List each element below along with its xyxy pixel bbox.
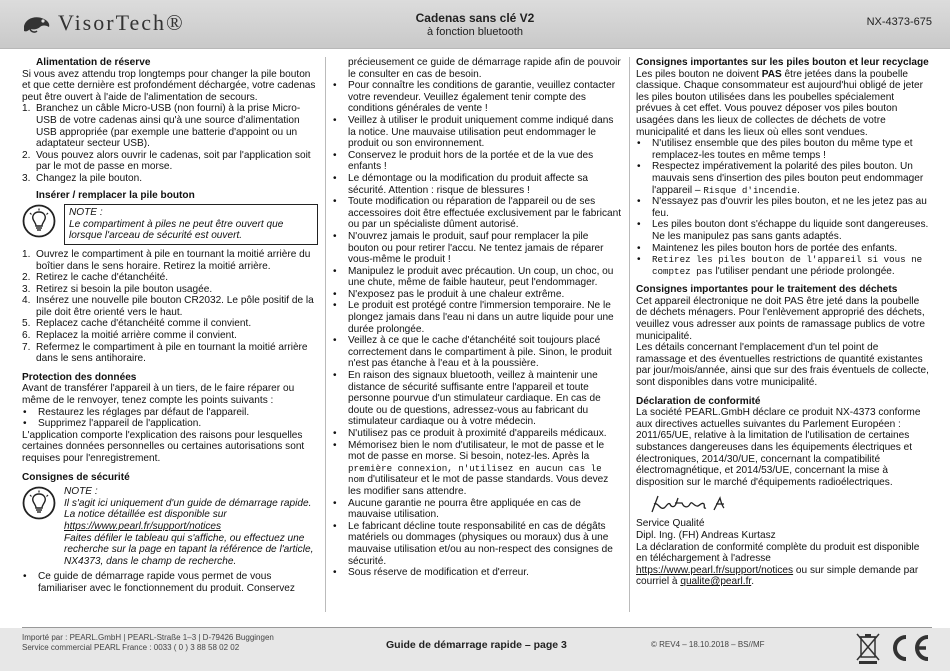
signatory-name: Dipl. Ing. (FH) Andreas Kurtasz (636, 529, 776, 541)
list-item: • Pour connaître les conditions de garantie, veuillez contacter votre revendeur. Veuillez également tenir compte des conditions générales de vente ! (333, 80, 616, 115)
power-steps (22, 103, 318, 184)
privacy-bullets (22, 407, 318, 430)
safety-bullets (22, 571, 318, 594)
waste-text: Les détails concernant l'emplacement d'un tel point de ramassage et des éventuelles restrictions de quantité existantes par jour/mois/année, ainsi que sur des frais éventuels de collecte, sont disponibles dans votre municipalité. (636, 342, 929, 389)
list-item: 4. Insérez une nouvelle pile bouton CR2032. Le pôle positif de la pile doit être orienté vers le haut. (22, 295, 314, 318)
list-item: • N'essayez pas d'ouvrir les piles bouton, et ne les jetez pas au feu. (637, 196, 927, 219)
privacy-intro: Avant de transférer l'appareil à un tiers, de le faire réparer ou même de le renvoyer, tenez compte les points suivants : (22, 383, 295, 407)
note-text (64, 486, 318, 567)
list-item: 2. Retirez le cache d'étanchéité. (22, 272, 169, 284)
list-item: • Veillez à ce que le cache d'étanchéité soit toujours placé correctement dans le compartiment à pile. Sinon, le produit n'est pas étanche à l'eau et à la poussière. (333, 335, 612, 370)
note-body: Le compartiment à piles ne peut être ouvert que lorsque l'arceau de sécurité est ouvert. (69, 218, 284, 242)
download-link[interactable]: https://www.pearl.fr/support/notices (636, 564, 794, 576)
list-item: 7. Refermez le compartiment à pile en tournant la moitié arrière dans le sens antihoraire. (22, 341, 308, 365)
column-3 (636, 57, 930, 588)
privacy-outro: L'application comporte l'explication des raisons pour lesquelles certaines données personnelles ou certaines autorisations sont requises pour l'enregistrement. (22, 429, 305, 464)
note-body: Faites défiler le tableau qui s'affiche, ou effectuez une recherche sur la page en tapant la référence de l'article, NX4373, dans le champ de recherche. (64, 532, 314, 567)
conformity-download: La déclaration de conformité complète du produit est disponible en téléchargement à l'adresse https://www.pearl.fr/support/notices ou sur simple demande par courriel à qualite@pearl.fr. (636, 541, 920, 588)
page-footer (0, 628, 950, 671)
page-label: Guide de démarrage rapide – page 3 (386, 639, 567, 651)
column-divider (325, 57, 326, 612)
list-item: 2. Vous pouvez alors ouvrir le cadenas, soit par l'application soit par le mot de passe en morse. (22, 149, 311, 173)
note-text (64, 204, 318, 245)
email-link[interactable]: qualite@pearl.fr (680, 576, 752, 588)
list-item: • Veillez à utiliser le produit uniquement comme indiqué dans la notice. Une mauvaise utilisation peut endommager le produit ou son environnement. (333, 114, 614, 150)
list-item: • Ce guide de démarrage rapide vous permet de vous familiariser avec le fonctionnement du produit. Conservez (23, 571, 295, 594)
note-body: Il s'agit ici uniquement d'un guide de démarrage rapide. La notice détaillée est disponible sur (64, 497, 312, 521)
section-title-privacy: Protection des données (22, 371, 137, 383)
safety-continued: précieusement ce guide de démarrage rapide afin de pouvoir le consulter en cas de besoin. (348, 57, 621, 80)
batteries-bullets (636, 138, 930, 277)
note-box (22, 486, 318, 567)
list-item: • Les piles bouton dont s'échappe du liquide sont dangereuses. Ne les manipulez pas sans gants adaptés. (637, 219, 929, 242)
waste-text: Cet appareil électronique ne doit PAS être jeté dans la poubelle de déchets ménagers. Pour l'enlèvement approprié des déchets, veuillez vous adresser aux points de ramassage publics de votre municipalité. (636, 295, 925, 342)
note-label: NOTE : (69, 207, 103, 219)
list-item: • Manipulez le produit avec précaution. Un coup, un choc, ou une chute, même de faible hauteur, peut l'endommager. (333, 265, 614, 289)
list-item: • N'utilisez pas ce produit à proximité d'appareils médicaux. (333, 428, 607, 439)
section-title-battery: Insérer / remplacer la pile bouton (36, 189, 195, 201)
list-item: 1. Ouvrez le compartiment à pile en tournant la moitié arrière du boîtier dans le sens horaire. Retirez la moitié arrière. (22, 248, 311, 272)
section-title-batteries: Consignes importantes sur les piles bouton et leur recyclage (636, 57, 929, 68)
manual-link[interactable]: https://www.pearl.fr/support/notices (64, 520, 222, 532)
signature-image (648, 492, 788, 518)
section-title-waste: Consignes importantes pour le traitement des déchets (636, 284, 898, 296)
document-title: Cadenas sans clé V2 (415, 11, 535, 25)
column-divider (629, 57, 630, 612)
batteries-intro: Les piles bouton ne doivent PAS être jetées dans la poubelle classique. Chaque consommateur est aujourd'hui obligé de jeter les piles bouton utilisées dans les poubelles spécialement prévues à cet effet. Vous pouvez déposer vos piles bouton usagées dans les lieux de collectes de déchets de votre municipalité et dans les lieux où elles sont vendues. (636, 68, 923, 138)
brand-name: VisorTech® (58, 10, 185, 35)
list-item: 1. Branchez un câble Micro-USB (non fourni) à la prise Micro-USB de votre cadenas ainsi qu'à une source d'alimentation USB appropriée (par exemple une batterie d'appoint ou un adaptateur secteur USB). (22, 103, 301, 150)
lightbulb-icon (22, 204, 56, 238)
column-1 (22, 57, 318, 595)
importer-address: Importé par : PEARL.GmbH | PEARL-Straße 1–3 | D-79426 Buggingen (22, 633, 274, 642)
ce-mark-icon (886, 633, 932, 663)
revision-info: © REV4 – 18.10.2018 – BS//MF (651, 640, 765, 649)
list-item: • Sous réserve de modification et d'erreur. (333, 567, 529, 579)
list-item: • Le démontage ou la modification du produit affecte sa sécurité. Attention : risque de blessures ! (333, 172, 588, 196)
list-item: • Mémorisez bien le nom d'utilisateur, le mot de passe et le mot de passe en morse. Si besoin, notez-les. Après la première connexion, n'utilisez en aucun cas le nom d'utilisateur et le mot de passe standards. Vous devez les modifier sans attendre. (333, 439, 609, 497)
document-subtitle: à fonction bluetooth (426, 26, 524, 38)
list-item: • N'utilisez ensemble que des piles bouton du même type et remplacez-les toutes en même temps ! (637, 138, 913, 161)
page-header (0, 0, 950, 49)
list-item: • Respectez impérativement la polarité des piles bouton. Un mauvais sens d'insertion des piles bouton peut endommager l'appareil – Risque d'incendie. (637, 161, 924, 196)
conformity-text: La société PEARL.GmbH déclare ce produit NX-4373 conforme aux directives actuelles suivantes du Parlement Européen : 2011/65/UE, relative à la limitation de l'utilisation de certaines substances dangereuses dans les équipements électriques et électroniques, 2014/30/UE, concernant la compatibilité électromagnétique, et 2014/53/UE, concernant la mise à disposition sur le marché d'équipements radioélectriques. (636, 407, 921, 488)
list-item: • Restaurez les réglages par défaut de l'appareil. (23, 406, 250, 418)
service-phone: Service commercial PEARL France : 0033 ( 0 ) 3 88 58 02 02 (22, 643, 240, 652)
list-item: • Toute modification ou réparation de l'appareil ou de ses accessoires doit être effectuée exclusivement par le fabricant ou par un spécialiste dûment autorisé. (333, 196, 622, 231)
list-item: • Retirez les piles bouton de l'appareil si vous ne comptez pas l'utiliser pendant une période prolongée. (637, 254, 923, 277)
section-title-conformity: Déclaration de conformité (636, 395, 761, 407)
list-item: • En raison des signaux bluetooth, veillez à maintenir une distance de sécurité suffisante entre l'appareil et toute personne pourvue d'un stimulateur cardiaque. En cas de doute ou de questions, adressez-vous au fabricant du stimulateur cardiaque ou à votre médecin. (333, 370, 601, 428)
lightbulb-icon (22, 486, 56, 520)
list-item: 6. Replacez la moitié arrière comme il convient. (22, 330, 237, 342)
list-item: • Conservez le produit hors de la portée et de la vue des enfants ! (333, 149, 594, 173)
list-item: • N'ouvrez jamais le produit, sauf pour remplacer la pile bouton ou pour retirer l'accu. Ne tentez jamais de réparer vous-même le produit ! (333, 230, 604, 266)
section-title-safety: Consignes de sécurité (22, 471, 130, 483)
list-item: • Maintenez les piles bouton hors de portée des enfants. (637, 242, 898, 254)
list-item: • Aucune garantie ne pourra être appliquée en cas de mauvaise utilisation. (333, 497, 581, 521)
note-box (22, 204, 318, 245)
list-item: • Supprimez l'appareil de l'application. (23, 418, 202, 430)
list-item: 5. Replacez cache d'étanchéité comme il convient. (22, 318, 252, 330)
list-item: • Le fabricant décline toute responsabilité en cas de dégâts matériels ou dommages (physiques ou moraux) dus à une mauvaise utilisation et/ou au non-respect des consignes de sécurité. (333, 520, 613, 567)
safety-bullets (332, 80, 622, 579)
chameleon-logo-icon (22, 12, 52, 34)
list-item: • N'exposez pas le produit à une chaleur extrême. (333, 288, 565, 300)
product-code: NX-4373-675 (866, 16, 932, 28)
battery-steps (22, 249, 318, 365)
crossed-bin-icon (855, 631, 881, 665)
column-2 (332, 57, 622, 579)
list-item: 3. Retirez si besoin la pile bouton usagée. (22, 283, 213, 295)
brand-logo (22, 10, 185, 36)
section-title-power: Alimentation de réserve (36, 57, 151, 68)
note-label: NOTE : (64, 486, 98, 498)
power-intro: Si vous avez attendu trop longtemps pour changer la pile bouton et que cette dernière est profondément déchargée, votre cadenas peut être ouvert à l'aide de l'alimentation de secours. (22, 68, 316, 103)
list-item: • Le produit est protégé contre l'immersion temporaire. Ne le plongez jamais dans l'eau ni dans un autre liquide pour une durée prolongée. (333, 300, 614, 335)
signatory-dept: Service Qualité (636, 518, 705, 530)
list-item: 3. Changez la pile bouton. (22, 172, 143, 184)
